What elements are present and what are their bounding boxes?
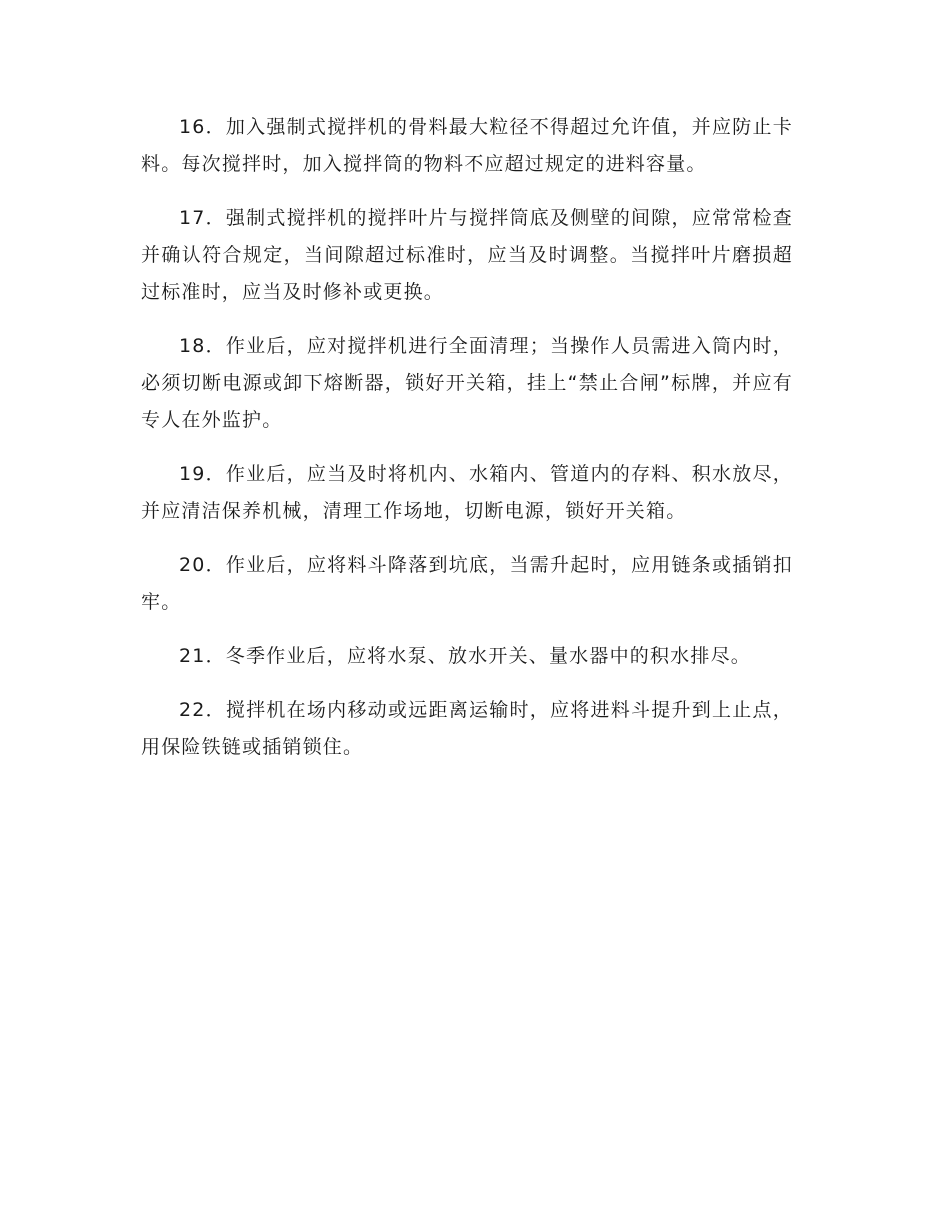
paragraph-21: 21．冬季作业后，应将水泵、放水开关、量水器中的积水排尽。 (179, 645, 751, 667)
paragraph-17: 17．强制式搅拌机的搅拌叶片与搅拌筒底及侧壁的间隙，应常常检查并确认符合规定，当间隙超过标准时，应当及时调整。当搅拌叶片磨损超过标准时，应当及时修补或更换。 (141, 207, 793, 303)
paragraph-18: 18．作业后，应对搅拌机进行全面清理；当操作人员需进入筒内时，必须切断电源或卸下熔断器，锁好开关箱，挂上“禁止合闸”标牌，并应有专人在外监护。 (141, 335, 793, 431)
paragraph-16: 16．加入强制式搅拌机的骨料最大粒径不得超过允许值，并应防止卡料。每次搅拌时，加入搅拌筒的物料不应超过规定的进料容量。 (141, 116, 793, 175)
paragraph-22: 22．搅拌机在场内移动或远距离运输时，应将进料斗提升到上止点，用保险铁链或插销锁住。 (141, 699, 793, 758)
paragraph-20: 20．作业后，应将料斗降落到坑底，当需升起时，应用链条或插销扣牢。 (141, 554, 793, 613)
document-body (141, 109, 793, 783)
paragraph-19: 19．作业后，应当及时将机内、水箱内、管道内的存料、积水放尽，并应清洁保养机械，清理工作场地，切断电源，锁好开关箱。 (141, 463, 793, 522)
